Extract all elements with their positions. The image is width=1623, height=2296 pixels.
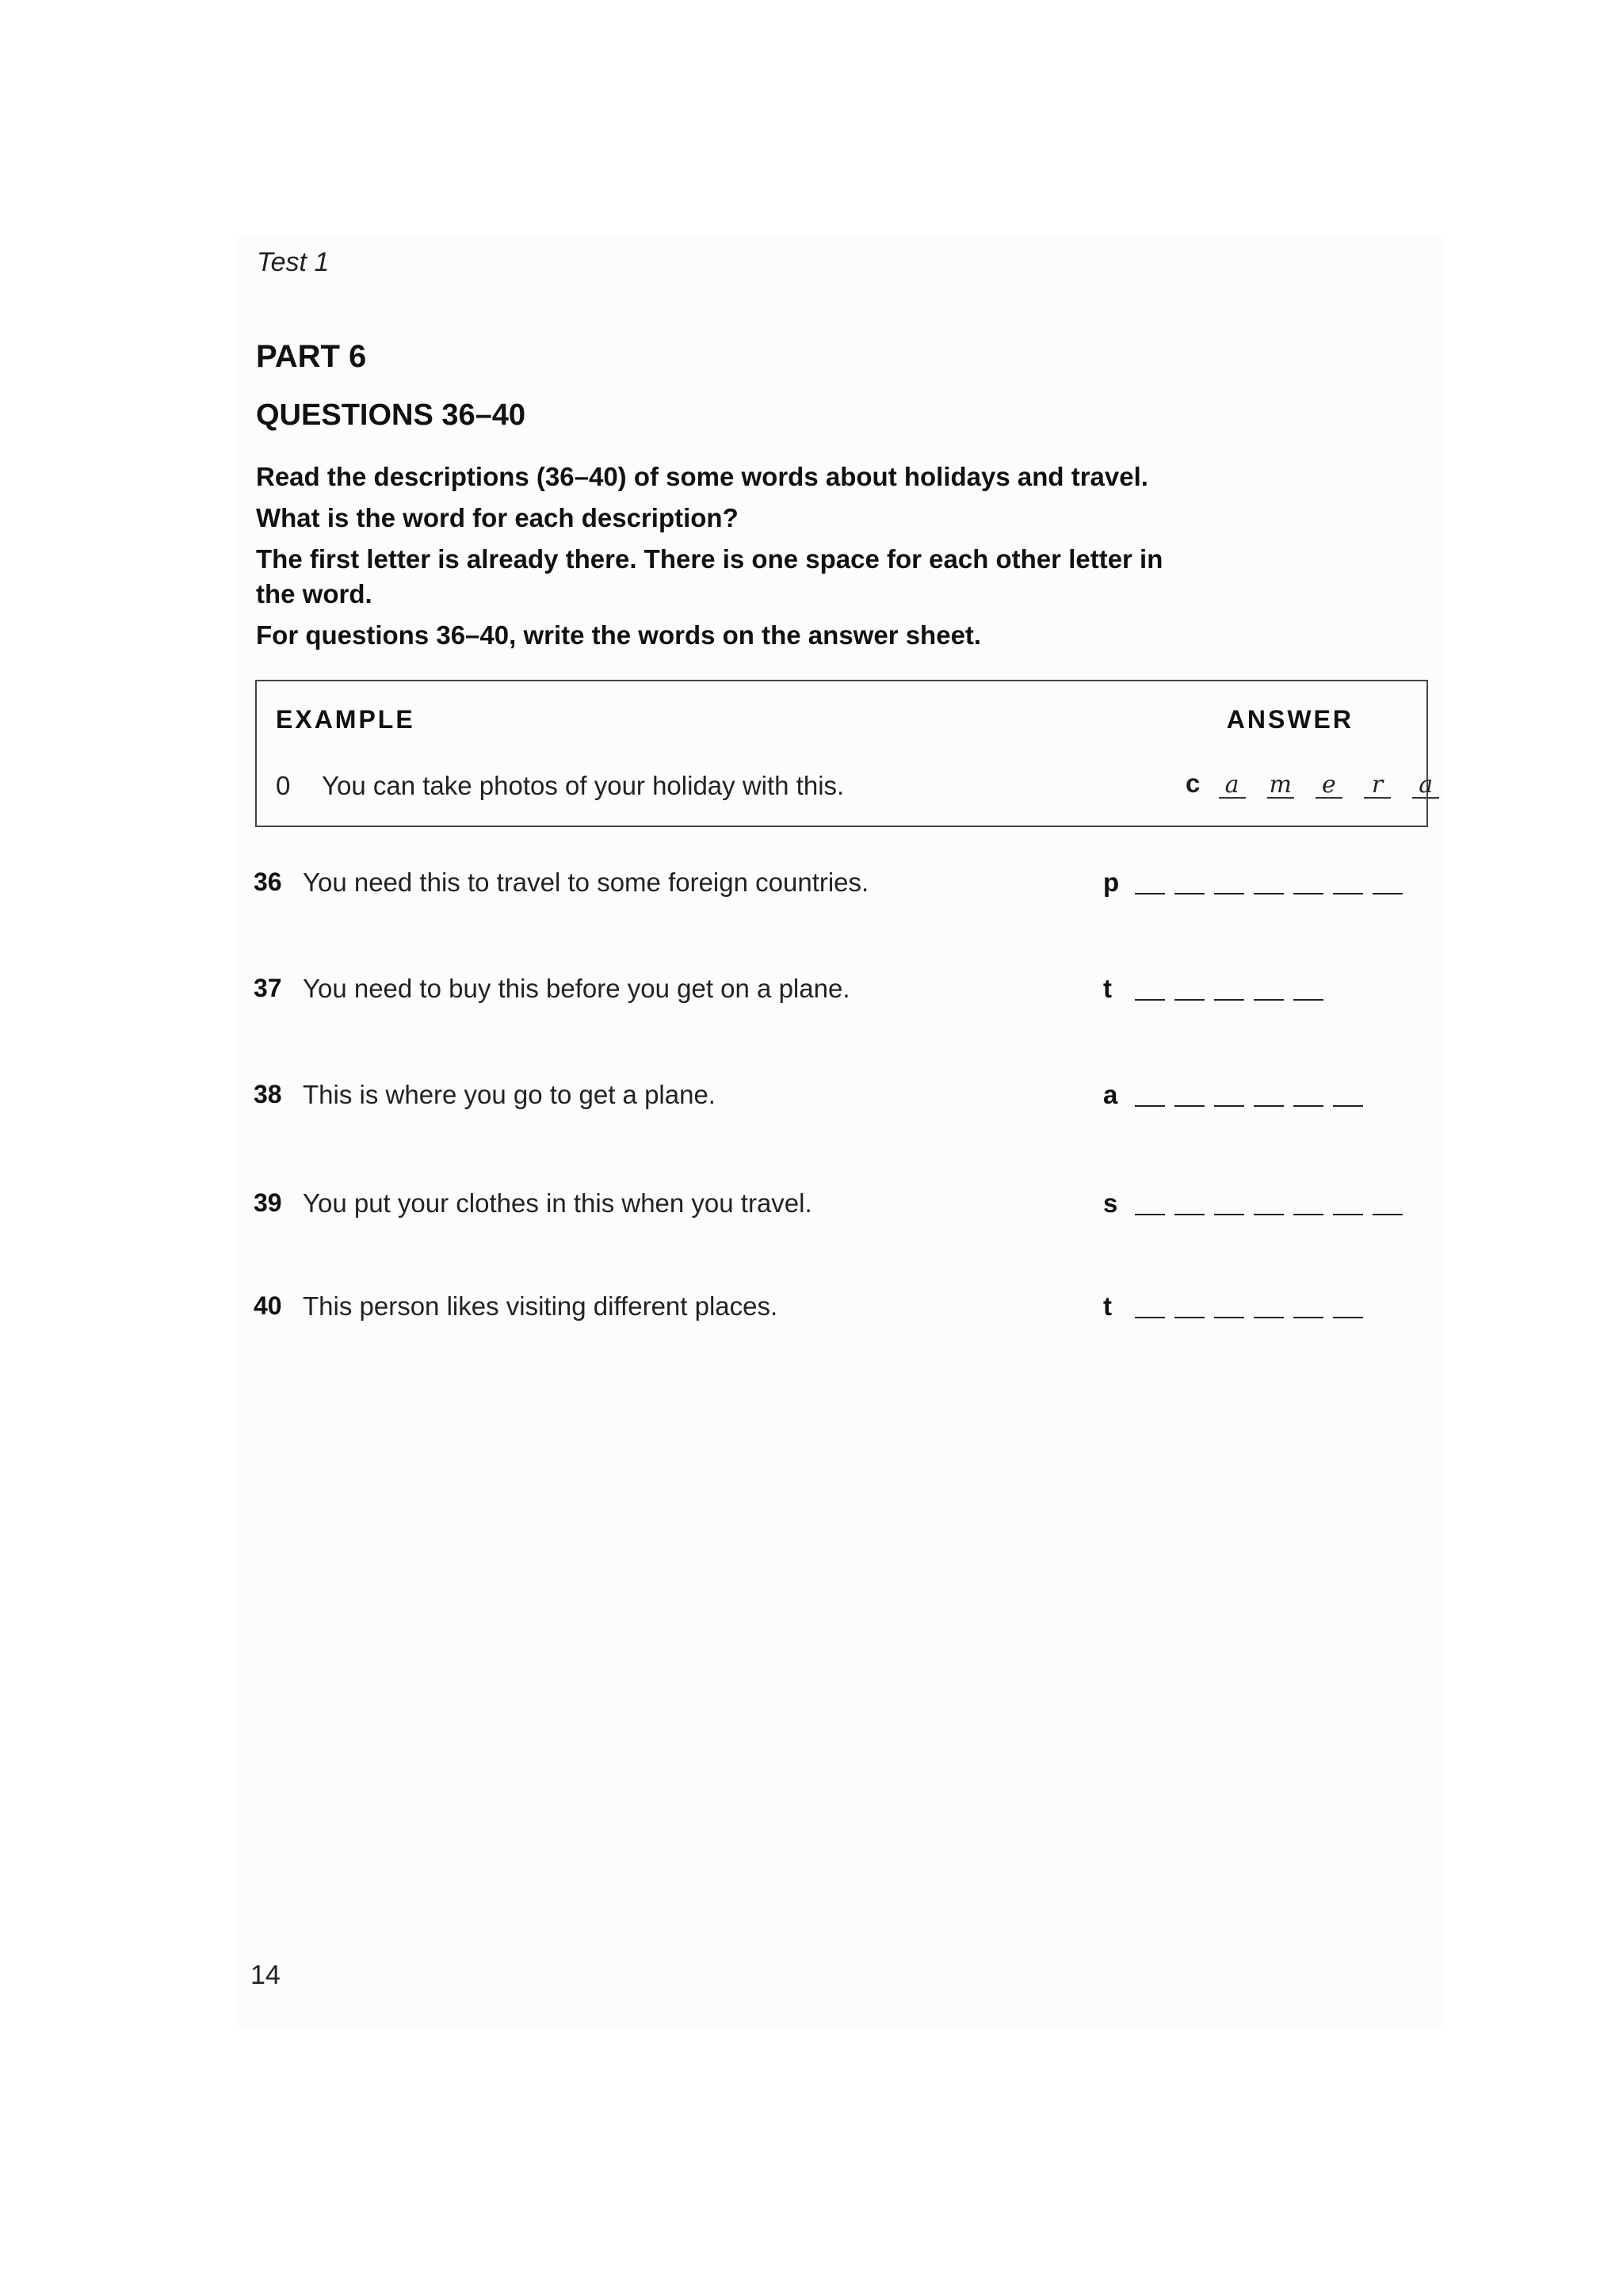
answer-blank — [1254, 1214, 1284, 1215]
answer-blank — [1214, 1214, 1244, 1215]
answer-first-letter: t — [1103, 974, 1112, 1003]
answer-blank — [1333, 1214, 1363, 1215]
page-number: 14 — [250, 1960, 281, 1990]
answer-blank — [1135, 893, 1165, 894]
answer-blanks — [1125, 881, 1403, 895]
answer-blank — [1373, 893, 1403, 894]
question-number: 37 — [254, 974, 282, 1002]
answer-blank — [1293, 893, 1323, 894]
answer-blank — [1214, 1105, 1244, 1107]
answer-blank — [1254, 999, 1284, 1001]
example-answer-letter: m — [1267, 773, 1294, 799]
answer-blank — [1174, 1317, 1205, 1318]
example-text: You can take photos of your holiday with this. — [322, 771, 845, 800]
answer-blank — [1333, 1317, 1363, 1318]
answer-blank — [1214, 1317, 1244, 1318]
answer-blank — [1135, 1105, 1165, 1107]
answer-blank — [1293, 999, 1323, 1001]
answer-heading: ANSWER — [1226, 705, 1354, 734]
answer-blank — [1293, 1105, 1323, 1107]
answer-blanks — [1125, 1305, 1363, 1319]
answer-first-letter: p — [1103, 868, 1120, 897]
instruction-line: The first letter is already there. There is one space for each other letter in — [256, 544, 1163, 574]
question-number: 39 — [254, 1188, 282, 1217]
answer-blanks — [1125, 1093, 1363, 1108]
example-answer-first-letter: c — [1186, 769, 1201, 798]
question-row — [254, 974, 1426, 1012]
answer-blank — [1135, 999, 1165, 1001]
answer-blanks — [1125, 1202, 1403, 1216]
instruction-line: For questions 36–40, write the words on the answer sheet. — [256, 620, 982, 650]
question-text: You need this to travel to some foreign countries. — [303, 868, 869, 897]
answer-slot[interactable] — [1103, 974, 1323, 1004]
example-answer-letter: a — [1412, 773, 1439, 799]
answer-blanks — [1125, 987, 1323, 1001]
questions-range-title: QUESTIONS 36–40 — [256, 399, 526, 432]
part-title: PART 6 — [256, 339, 367, 374]
answer-blank — [1174, 1105, 1205, 1107]
answer-first-letter: s — [1103, 1188, 1118, 1218]
question-text: This is where you go to get a plane. — [303, 1080, 716, 1109]
answer-blank — [1135, 1317, 1165, 1318]
answer-first-letter: a — [1103, 1080, 1118, 1109]
answer-blank — [1254, 1317, 1284, 1318]
answer-slot[interactable] — [1103, 868, 1403, 898]
instruction-line: the word. — [256, 579, 372, 608]
answer-blank — [1174, 1214, 1205, 1215]
example-answer-letter: a — [1219, 773, 1246, 799]
answer-blank — [1373, 1214, 1403, 1215]
answer-slot[interactable] — [1103, 1188, 1403, 1219]
answer-blank — [1293, 1317, 1323, 1318]
answer-blank — [1333, 893, 1363, 894]
example-answer-letter: r — [1364, 773, 1391, 799]
instruction-line: Read the descriptions (36–40) of some words about holidays and travel. — [256, 462, 1148, 491]
question-row — [254, 868, 1426, 906]
answer-blank — [1174, 893, 1205, 894]
answer-first-letter: t — [1103, 1291, 1112, 1321]
example-number: 0 — [276, 771, 291, 800]
test-label: Test 1 — [257, 247, 330, 277]
question-text: You need to buy this before you get on a plane. — [303, 974, 850, 1003]
answer-slot[interactable] — [1103, 1291, 1363, 1322]
example-heading: EXAMPLE — [276, 705, 415, 734]
example-box — [255, 680, 1434, 827]
instruction-line: What is the word for each description? — [256, 503, 739, 532]
answer-blank — [1214, 999, 1244, 1001]
answer-slot[interactable] — [1103, 1080, 1363, 1110]
question-row — [254, 1080, 1426, 1118]
answer-blank — [1254, 893, 1284, 894]
question-text: This person likes visiting different places. — [303, 1291, 778, 1321]
answer-blank — [1214, 893, 1244, 894]
question-row — [254, 1188, 1426, 1226]
answer-blank — [1333, 1105, 1363, 1107]
answer-blank — [1254, 1105, 1284, 1107]
question-number: 36 — [254, 868, 282, 896]
question-text: You put your clothes in this when you travel. — [303, 1188, 812, 1218]
question-number: 38 — [254, 1080, 282, 1108]
example-answer-letter: e — [1316, 773, 1342, 799]
instructions — [256, 460, 1254, 659]
answer-blank — [1174, 999, 1205, 1001]
answer-blank — [1293, 1214, 1323, 1215]
question-number: 40 — [254, 1291, 282, 1320]
example-answer — [1186, 769, 1453, 799]
question-row — [254, 1291, 1426, 1329]
answer-blank — [1135, 1214, 1165, 1215]
